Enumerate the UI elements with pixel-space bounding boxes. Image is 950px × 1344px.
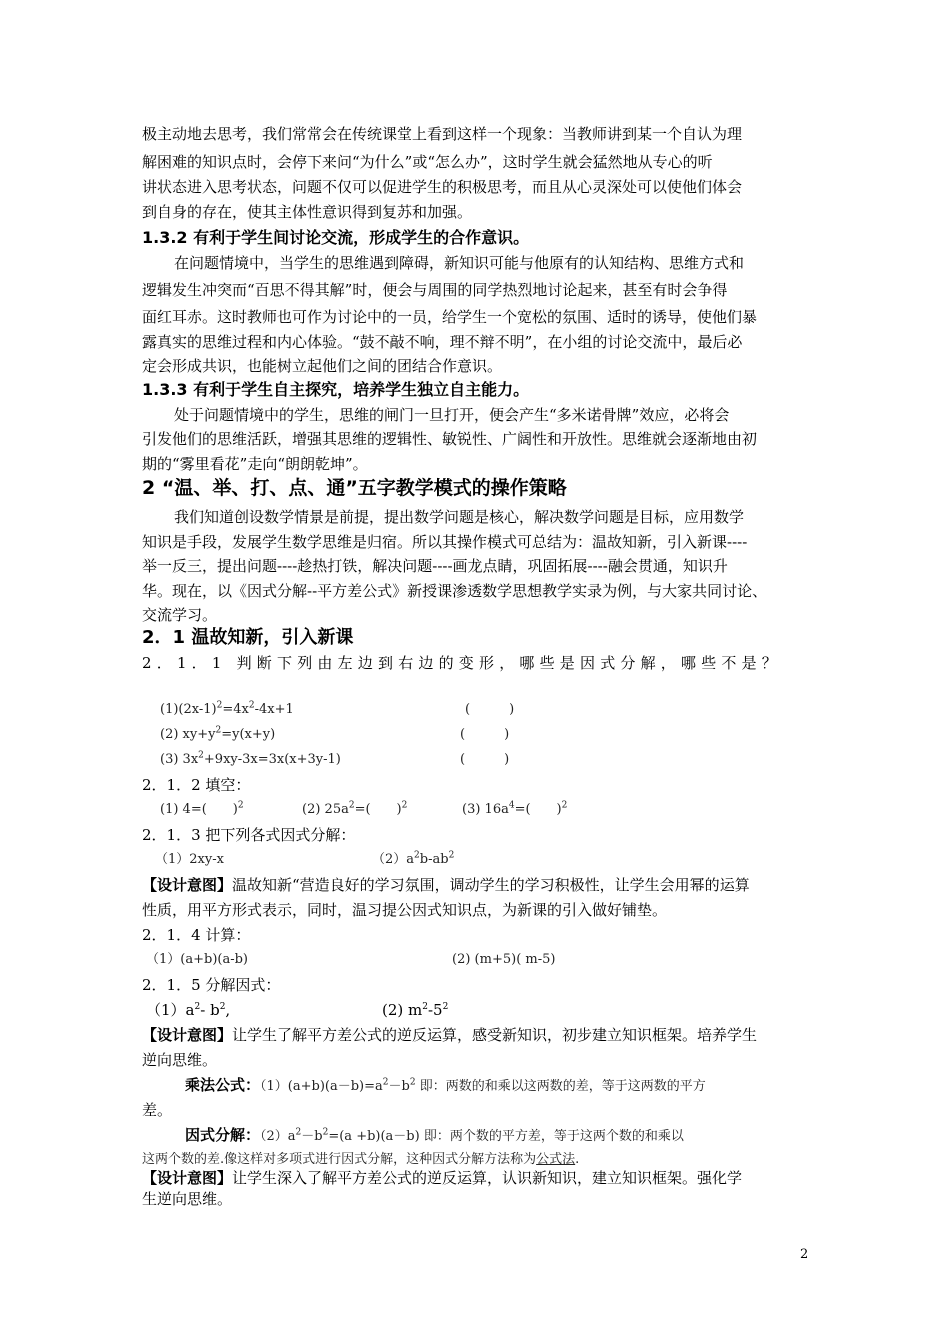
item-label: （1）: [155, 852, 190, 867]
item-expression: $m^2-5^2$: [403, 1001, 449, 1019]
para4-line: 知识是手段，发展学生数学思维是归宿。所以其操作模式可总结为：温故知新，引入新课----: [142, 533, 748, 551]
para4-line: 我们知道创设数学情景是前提，提出数学问题是核心，解决数学问题是目标，应用数学: [174, 508, 745, 526]
item-label: （1）: [146, 1001, 186, 1019]
question-2-1-4: 2．1．4 计算：: [142, 926, 251, 944]
item-expression: $16a^4=$( )$^2$: [480, 800, 568, 817]
q211-answer-2: ( ): [460, 727, 510, 742]
formula-cont-end: .: [575, 1152, 580, 1167]
q212-item-1: [160, 801, 310, 819]
para3-line: 处于问题情境中的学生，思维的闸门一旦打开，便会产生“多米诺骨牌”效应，必将会: [174, 406, 730, 424]
para3-line: 期的“雾里看花”走向“朗朗乾坤”。: [142, 455, 368, 473]
item-expression: $a^2-$ $b^2$,: [185, 1001, 231, 1019]
item-label: (2): [382, 1001, 404, 1019]
item-label: (1): [160, 802, 179, 817]
q211-answer-1: ( ): [465, 702, 515, 717]
item-label: （1）: [146, 952, 181, 967]
para2-line: 面红耳赤。这时教师也可作为讨论中的一员，给学生一个宽松的氛围、适时的诱导，使他们暴: [142, 308, 758, 326]
design-intent-3: [142, 1169, 812, 1187]
formula-text: $(2)a^2-b^2=(a +b)(a-b)$ 即：两个数的平方差，等于这两个数的和乘以: [260, 1127, 684, 1144]
item-expression: $(2x-1)^2=4x^2-4x+1$: [178, 700, 294, 717]
question-2-1-5: 2．1．5 分解因式：: [142, 976, 281, 994]
q215-item-1: [146, 1001, 396, 1019]
para1-line: 讲状态进入思考状态，问题不仅可以促进学生的积极思考，而且从心灵深处可以使他们体会: [142, 178, 743, 196]
item-expression: $3x^2+9xy-3x=3x(x+3y-1)$: [178, 750, 341, 767]
question-2-1-2: 2．1．2 填空：: [142, 776, 251, 794]
design-intent-3-cont: 生逆向思维。: [142, 1190, 233, 1208]
para1-line: 到自身的存在，使其主体性意识得到复苏和加强。: [142, 203, 473, 221]
para4-line: 华。现在，以《因式分解--平方差公式》新授课渗透数学思想教学实录为例，与大家共同讨论、: [142, 582, 768, 600]
item-label: (2): [452, 952, 471, 967]
design-intent-text: 让学生了解平方差公式的逆反运算，感受新知识，初步建立知识框架。培养学生: [232, 1026, 758, 1044]
item-label: （2）: [372, 852, 407, 867]
design-intent-2: [142, 1026, 812, 1044]
para4-line: 举一反三，提出问题----趁热打铁，解决问题----画龙点睛，巩固拓展----融会贯通，知识升: [142, 557, 728, 575]
multiplication-formula-cont: 差。: [142, 1101, 173, 1119]
section-heading-2: 2 “温、举、打、点、通”五字教学模式的操作策略: [142, 477, 567, 499]
design-intent-text: 温故知新“营造良好的学习氛围，调动学生的学习积极性，让学生会用幂的运算: [232, 876, 750, 894]
factorization-formula: [185, 1126, 825, 1146]
design-intent-1: [142, 876, 812, 894]
design-intent-1-cont: 性质，用平方形式表示，同时，温习提公因式知识点，为新课的引入做好铺垫。: [142, 901, 668, 919]
item-expression: $25a^2=$( )$^2$: [320, 800, 408, 817]
item-label: (3): [462, 802, 481, 817]
question-2-1-1: 2．1．1 判断下列由左边到右边的变形，哪些是因式分解，哪些不是？: [142, 654, 783, 672]
para2-line: 定会形成共识，也能树立起他们之间的团结合作意识。: [142, 357, 503, 375]
q214-item-2: [452, 951, 702, 969]
design-intent-text: 让学生深入了解平方差公式的逆反运算，认识新知识，建立知识框架。强化学: [232, 1169, 743, 1187]
item-expression: $xy+y^2=y(x+y)$: [178, 725, 276, 742]
q211-answer-3: ( ): [460, 752, 510, 767]
item-label: (3): [160, 752, 179, 767]
question-2-1-3: 2．1．3 把下列各式因式分解：: [142, 826, 356, 844]
formula-tag: 因式分解：: [185, 1126, 261, 1144]
design-intent-tag: 【设计意图】: [142, 876, 233, 894]
page-number: 2: [800, 1247, 809, 1262]
q213-item-1: [155, 851, 355, 869]
para3-line: 引发他们的思维活跃，增强其思维的逻辑性、敏锐性、广阔性和开放性。思维就会逐渐地由初: [142, 430, 758, 448]
q212-item-3: [462, 801, 612, 819]
item-expression: $a^2b-ab^2$: [406, 850, 455, 867]
design-intent-tag: 【设计意图】: [142, 1169, 233, 1187]
formula-text: $(1)(a+b)(a-b)=a^2-b^2$ 即：两数的和乘以这两数的差，等于这两数的平方: [260, 1077, 706, 1094]
section-heading-1-3-2: 1.3.2 有利于学生间讨论交流，形成学生的合作意识。: [142, 228, 530, 247]
para2-line: 逻辑发生冲突而“百思不得其解”时，便会与周围的同学热烈地讨论起来，甚至有时会争得: [142, 281, 728, 299]
item-label: (1): [160, 702, 179, 717]
formula-cont-text: 这两个数的差.像这样对多项式进行因式分解，这种因式分解方法称为: [142, 1152, 537, 1167]
item-expression: (a+b)(a-b): [180, 952, 248, 967]
section-heading-2-1: 2．1 温故知新，引入新课: [142, 627, 354, 648]
q215-item-2: [382, 1001, 632, 1019]
para1-line: 极主动地去思考，我们常常会在传统课堂上看到这样一个现象：当教师讲到某一个自认为理: [142, 125, 743, 143]
design-intent-2-cont: 逆向思维。: [142, 1051, 218, 1069]
para2-line: 在问题情境中，当学生的思维遇到障碍，新知识可能与他原有的认知结构、思维方式和: [174, 254, 745, 272]
para4-line: 交流学习。: [142, 606, 218, 624]
formula-tag: 乘法公式：: [185, 1076, 261, 1094]
formula-method-term: 公式法: [536, 1152, 576, 1167]
para2-line: 露真实的思维过程和内心体验。“鼓不敲不响，理不辩不明”，在小组的讨论交流中，最后必: [142, 333, 743, 351]
section-heading-1-3-3: 1.3.3 有利于学生自主探究，培养学生独立自主能力。: [142, 380, 530, 399]
factorization-formula-cont: [142, 1151, 812, 1169]
multiplication-formula: [185, 1076, 825, 1096]
design-intent-tag: 【设计意图】: [142, 1026, 233, 1044]
item-label: (2): [160, 727, 179, 742]
q214-item-1: [146, 951, 396, 969]
q213-item-2: [372, 851, 572, 869]
q212-item-2: [302, 801, 452, 819]
item-expression: (m+5)( m-5): [470, 952, 556, 967]
item-label: (2): [302, 802, 321, 817]
para1-line: 解困难的知识点时，会停下来问“为什么”或“怎么办”，这时学生就会猛然地从专心的听: [142, 153, 713, 171]
item-expression: 4=( )$^2$: [178, 800, 244, 817]
item-expression: 2xy-x: [189, 852, 224, 867]
